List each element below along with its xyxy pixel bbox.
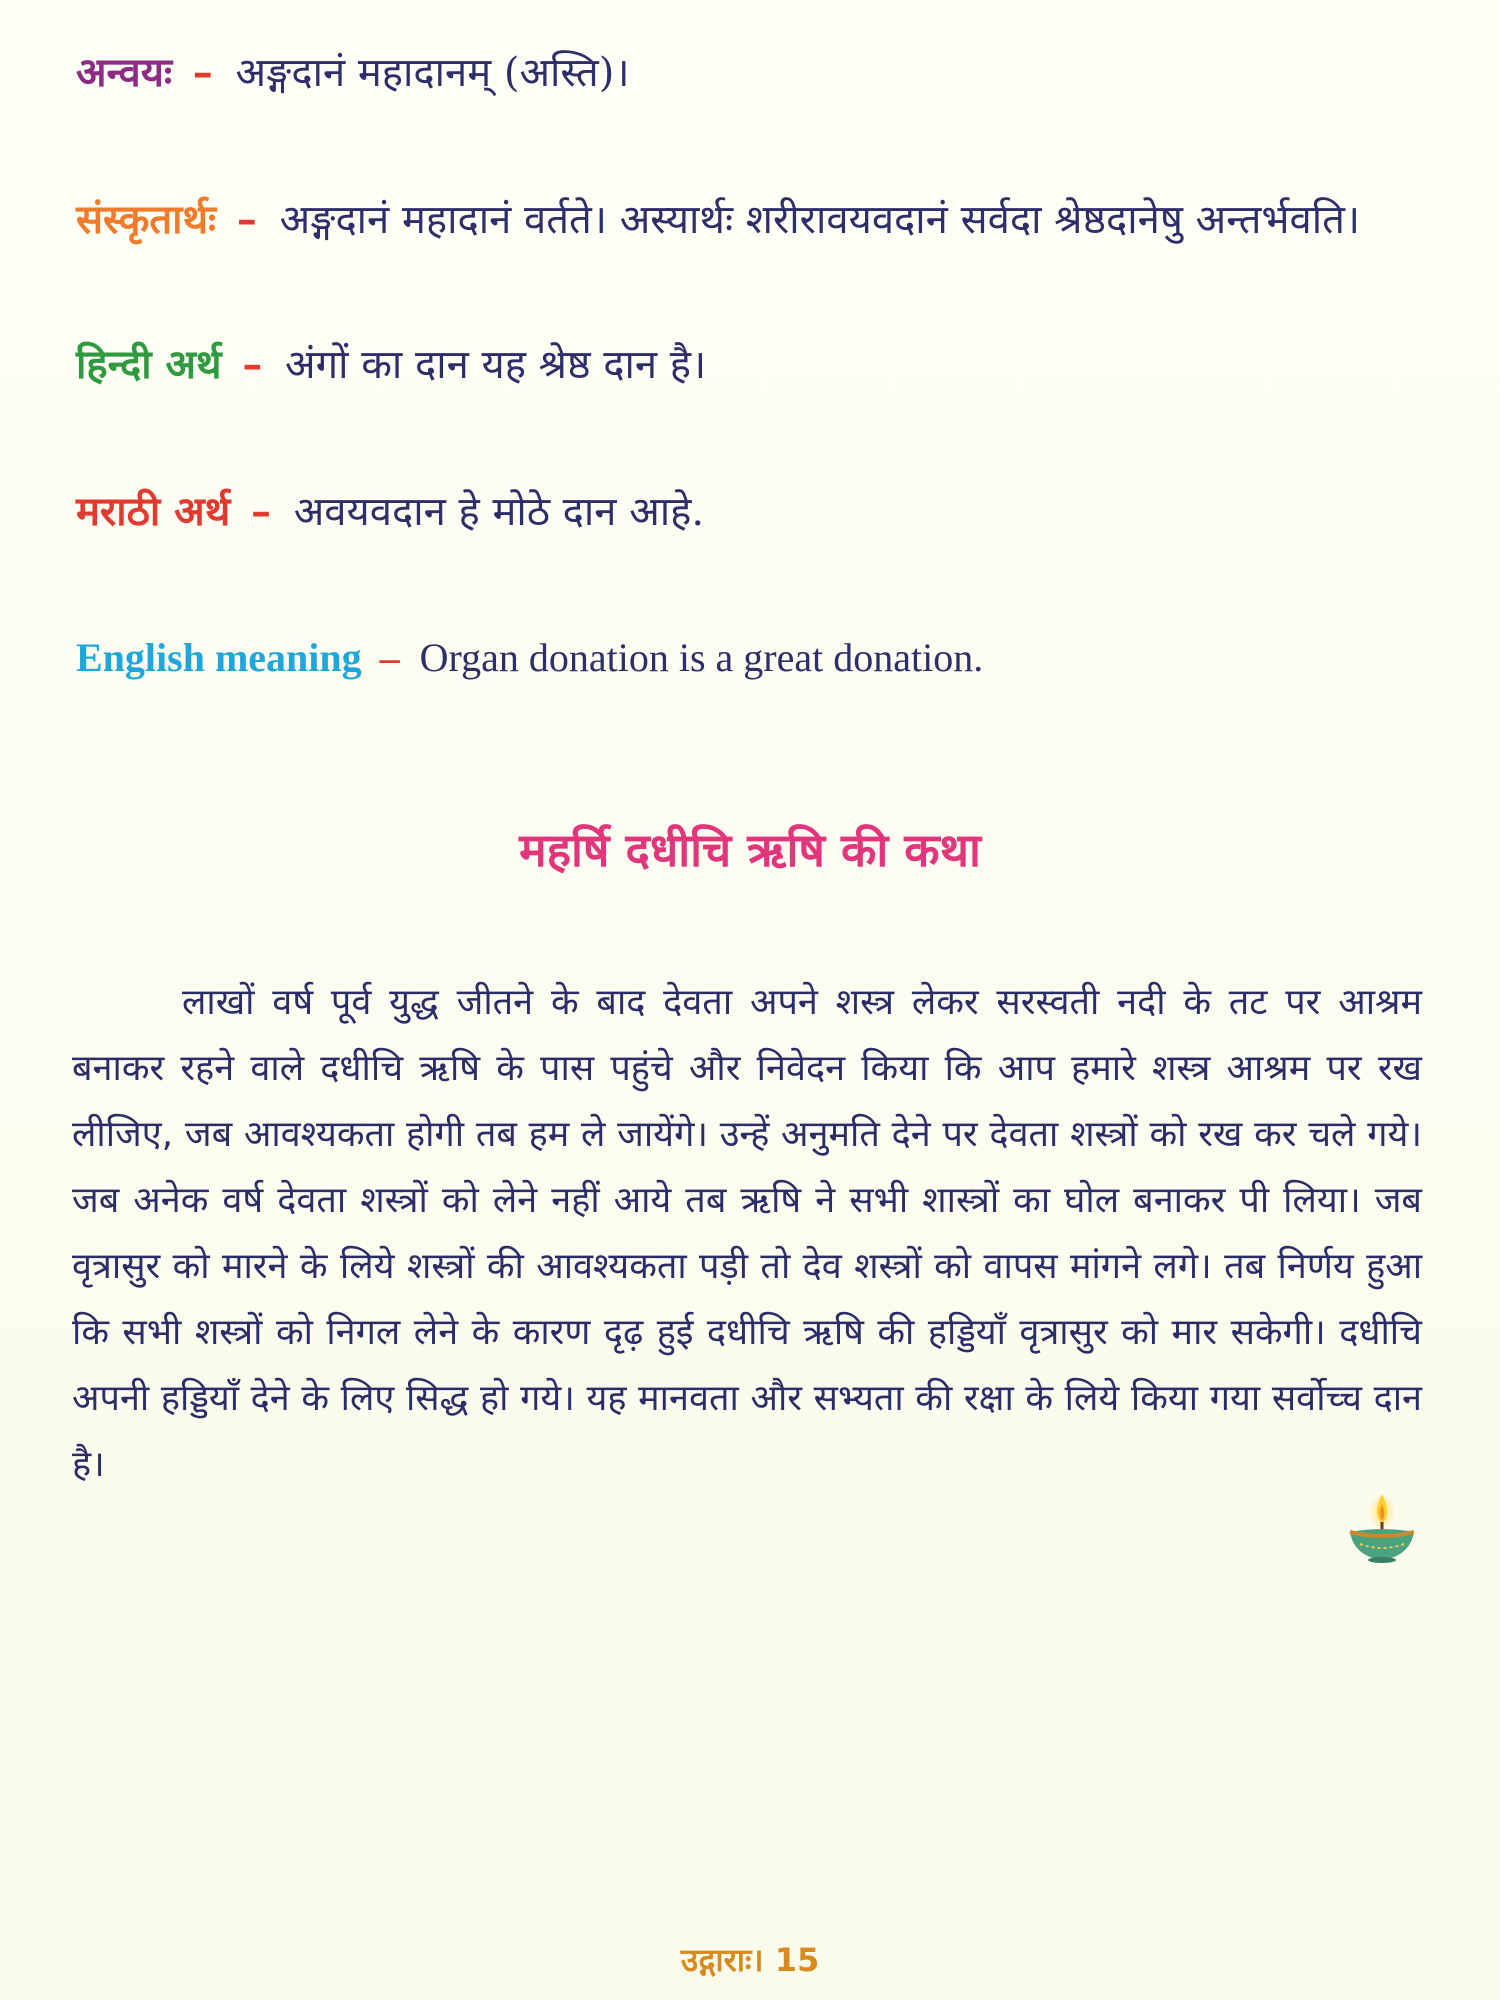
marathi-meaning-line (76, 487, 1440, 537)
page-footer: उद्गाराः। 15 (680, 1941, 820, 1979)
anvaya-line (76, 48, 1440, 98)
story-title: महर्षि दधीचि ऋषि की कथा (519, 823, 981, 877)
story-body: लाखों वर्ष पूर्व युद्ध जीतने के बाद देवता अपने शस्त्र लेकर सरस्वती नदी के तट पर आश्रम बनाकर रहने वाले दधीचि ऋषि के पास पहुंचे और निवेदन किया कि आप हमारे शस्त्र आश्रम पर रख लीजिए, जब आवश्यकता होगी तब हम ले जायेंगे। उन्हें अनुमति देने पर देवता शस्त्रों को रख कर चले गये। जब अनेक वर्ष देवता शस्त्रों को लेने नहीं आये तब ऋषि ने सभी शास्त्रों का घोल बनाकर पी लिया। जब वृत्रासुर को मारने के लिये शस्त्रों की आवश्यकता पड़ी तो देव शस्त्रों को वापस मांगने लगे। तब निर्णय हुआ कि सभी शस्त्रों को निगल लेने के कारण दृढ़ हुई दधीचि ऋषि की हड्डियाँ वृत्रासुर को मार सकेगी। दधीचि अपनी हड्डियाँ देने के लिए सिद्ध हो गये। यह मानवता और सभ्यता की रक्षा के लिये किया गया सर्वोच्च दान है। (72, 982, 1422, 1485)
anvaya-label: अन्वयः (76, 49, 173, 96)
hindi-meaning-text: अंगों का दान यह श्रेष्ठ दान है। (285, 342, 707, 388)
marathi-meaning-text: अवयवदान हे मोठे दान आहे. (293, 489, 705, 535)
english-meaning-dash: – (379, 635, 400, 680)
anvaya-dash: – (192, 49, 213, 96)
hindi-meaning-line (76, 340, 1440, 390)
marathi-meaning-label: मराठी अर्थ (76, 488, 231, 535)
hindi-meaning-label: हिन्दी अर्थ (76, 341, 222, 388)
sanskrit-meaning-label: संस्कृतार्थः (76, 196, 217, 243)
diya-lamp-icon (1346, 1490, 1418, 1570)
sanskrit-meaning-line (76, 195, 1440, 245)
english-meaning-label: English meaning (76, 635, 362, 680)
sanskrit-meaning-text: अङ्गदानं महादानं वर्तते। अस्यार्थः शरीरावयवदानं सर्वदा श्रेष्ठदानेषु अन्तर्भवति। (279, 197, 1361, 243)
hindi-meaning-dash: – (242, 341, 263, 388)
english-meaning-text: Organ donation is a great donation. (419, 635, 984, 680)
sanskrit-meaning-dash: – (236, 196, 257, 243)
english-meaning-line (76, 633, 1440, 683)
anvaya-text: अङ्गदानं महादानम् (अस्ति)। (235, 50, 630, 96)
marathi-meaning-dash: – (251, 488, 272, 535)
